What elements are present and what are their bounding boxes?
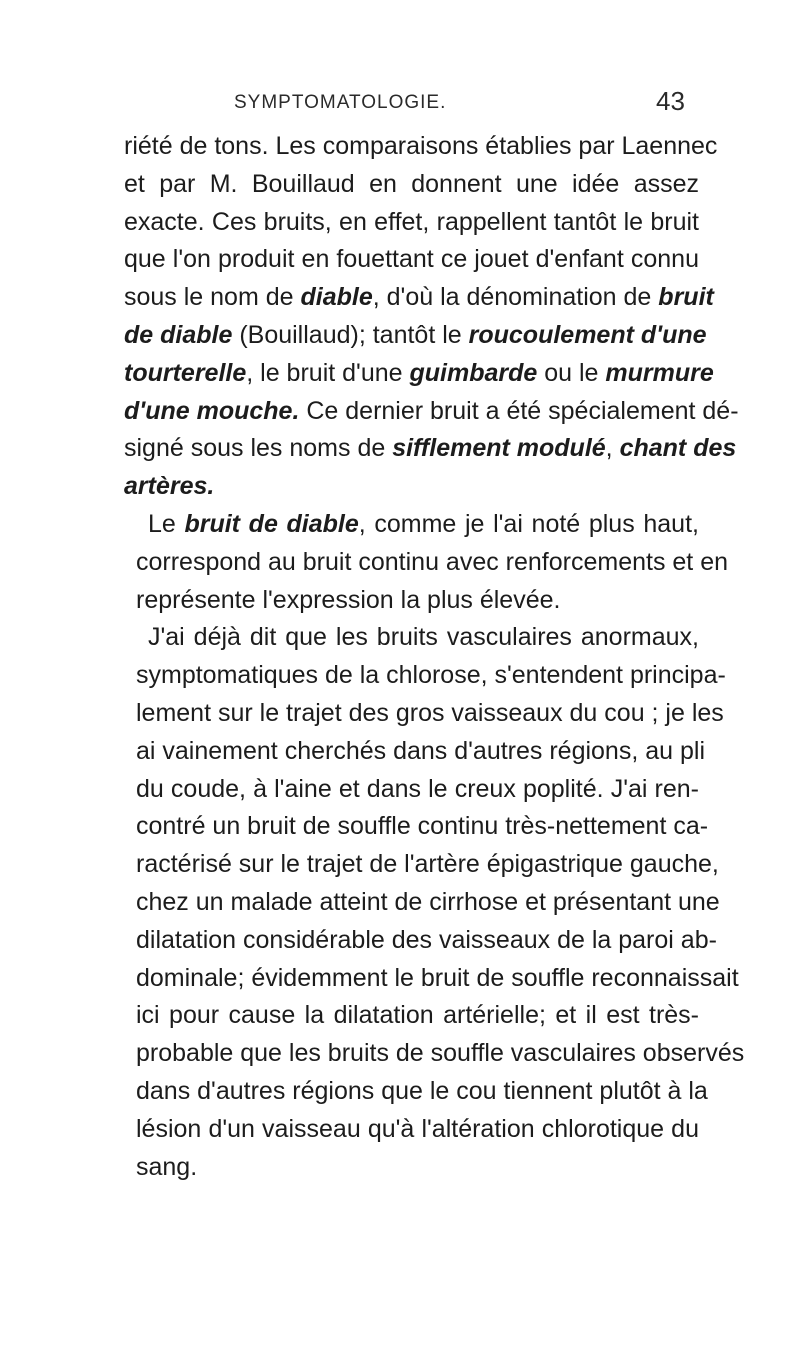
text-line <box>124 166 699 204</box>
text-line <box>124 657 726 695</box>
text-run: et par M. Bouillaud en donnent une idée assez <box>124 169 699 198</box>
text-line <box>124 393 739 431</box>
paragraph <box>124 506 729 619</box>
text-line <box>124 619 699 657</box>
body-text <box>124 128 745 1186</box>
text-run: représente l'expression la plus élevée. <box>136 585 561 614</box>
italic-term: guimbarde <box>409 358 538 387</box>
text-line <box>124 1149 699 1187</box>
text-line <box>124 1111 699 1149</box>
text-run: que l'on produit en fouettant ce jouet d'enfant connu <box>124 245 699 274</box>
text-line <box>124 279 714 317</box>
paragraph <box>124 619 745 1186</box>
text-line <box>124 997 699 1035</box>
text-line <box>124 355 714 393</box>
text-run: probable que les bruits de souffle vasculaires observés <box>136 1039 745 1068</box>
text-line <box>124 1035 745 1073</box>
text-line <box>124 960 739 998</box>
text-line <box>124 1073 708 1111</box>
text-run: , <box>605 434 620 463</box>
italic-term: chant des <box>619 434 737 463</box>
text-run: contré un bruit de souffle continu très-nettement ca- <box>136 812 709 841</box>
italic-term: tourterelle <box>124 358 247 387</box>
text-run: chez un malade atteint de cirrhose et présentant une <box>136 887 720 916</box>
italic-term: artères. <box>124 472 215 501</box>
text-run: , le bruit d'une <box>246 358 410 387</box>
italic-term: sifflement modulé <box>392 434 606 463</box>
page-number: 43 <box>656 86 685 116</box>
text-run: dans d'autres régions que le cou tiennent plutôt à la <box>136 1076 708 1105</box>
text-run: lésion d'un vaisseau qu'à l'altération chlorotique du <box>136 1114 699 1143</box>
text-run: (Bouillaud); tantôt le <box>232 320 469 349</box>
text-line <box>124 695 724 733</box>
text-run: ai vainement cherchés dans d'autres régions, au pli <box>136 736 705 765</box>
italic-term: d'une mouche. <box>124 396 300 425</box>
text-line <box>124 241 699 279</box>
text-line <box>124 771 699 809</box>
text-run: J'ai déjà dit que les bruits vasculaires anormaux, <box>148 623 699 652</box>
text-line <box>124 317 707 355</box>
text-run: ici pour cause la dilatation artérielle; et il est très- <box>136 1001 699 1030</box>
text-run: signé sous les noms de <box>124 434 393 463</box>
text-run: Le <box>148 509 185 538</box>
italic-term: diable <box>300 283 373 312</box>
text-run: exacte. Ces bruits, en effet, rappellent tantôt le bruit <box>124 207 699 236</box>
text-line <box>124 884 720 922</box>
text-line <box>124 468 699 506</box>
text-run: Ce dernier bruit a été spécialement dé- <box>299 396 739 425</box>
italic-term: roucoulement d'une <box>468 320 707 349</box>
text-line <box>124 922 717 960</box>
italic-term: bruit <box>658 283 714 312</box>
italic-term: de diable <box>124 320 233 349</box>
text-line <box>124 430 737 468</box>
text-run: du coude, à l'aine et dans le creux poplité. J'ai ren- <box>136 774 699 803</box>
text-run: symptomatiques de la chlorose, s'entendent principa- <box>136 661 726 690</box>
text-run: ou le <box>537 358 606 387</box>
text-line <box>124 808 709 846</box>
text-run: ractérisé sur le trajet de l'artère épigastrique gauche, <box>136 850 719 879</box>
text-line <box>124 544 729 582</box>
text-run: , comme je l'ai noté plus haut, <box>358 509 699 538</box>
text-run: riété de tons. Les comparaisons établies par Laennec <box>124 132 718 160</box>
text-line <box>124 506 699 544</box>
text-line <box>124 733 705 771</box>
text-run: dominale; évidemment le bruit de souffle reconnaissait <box>136 963 739 992</box>
italic-term: bruit de diable <box>184 509 359 538</box>
text-run: dilatation considérable des vaisseaux de la paroi ab- <box>136 925 717 954</box>
text-line <box>124 582 699 620</box>
text-run: lement sur le trajet des gros vaisseaux du cou ; je les <box>136 698 724 727</box>
italic-term: murmure <box>605 358 714 387</box>
running-title: SYMPTOMATOLOGIE. <box>234 92 447 113</box>
text-run: sous le nom de <box>124 283 301 312</box>
text-run: sang. <box>136 1152 198 1181</box>
paragraph <box>124 128 739 506</box>
text-line <box>124 128 718 166</box>
text-run: correspond au bruit continu avec renforcements et en <box>136 547 729 576</box>
text-run: , d'où la dénomination de <box>372 283 659 312</box>
text-line <box>124 846 719 884</box>
text-line <box>124 204 699 242</box>
